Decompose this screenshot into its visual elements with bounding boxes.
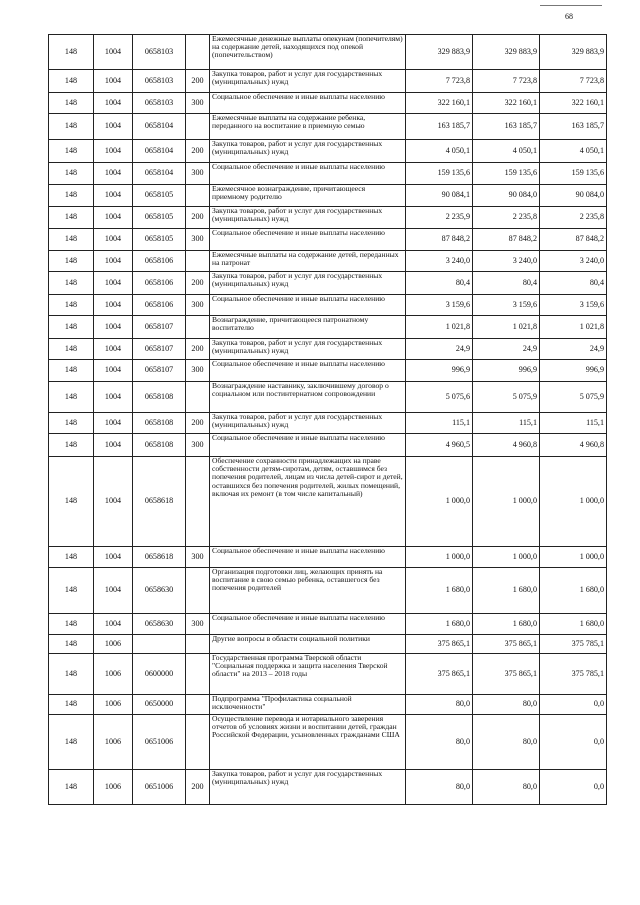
cell-name: Обеспечение сохранности принадлежащих на праве собственности детям-сиротам, детям, оставшимся без попечения родителей, лицам из числа детей-сирот и детей, оставшихся без попечения родителей, жилых помещений, включая их ремонт (в том числе капитальный) <box>210 457 406 547</box>
cell-rz: 1006 <box>94 695 133 715</box>
cell-rz: 1004 <box>94 272 133 295</box>
cell-v3: 375 785,1 <box>540 635 607 654</box>
table-row <box>49 654 607 695</box>
cell-ved: 148 <box>49 434 94 457</box>
cell-rz: 1004 <box>94 229 133 251</box>
cell-ved: 148 <box>49 229 94 251</box>
cell-name: Социальное обеспечение и иные выплаты населению <box>210 295 406 316</box>
cell-rz: 1004 <box>94 413 133 434</box>
cell-rz: 1004 <box>94 339 133 360</box>
cell-v2: 80,0 <box>473 715 540 770</box>
cell-v3: 159 135,6 <box>540 163 607 185</box>
table-row <box>49 207 607 229</box>
table-row <box>49 316 607 339</box>
cell-v3: 7 723,8 <box>540 70 607 93</box>
cell-v3: 5 075,9 <box>540 382 607 413</box>
cell-vr: 200 <box>186 770 210 805</box>
cell-name: Закупка товаров, работ и услуг для государственных (муниципальных) нужд <box>210 140 406 163</box>
table-row <box>49 568 607 614</box>
cell-rz: 1004 <box>94 207 133 229</box>
cell-name: Социальное обеспечение и иные выплаты населению <box>210 163 406 185</box>
cell-csr: 0600000 <box>133 654 186 695</box>
cell-v2: 3 159,6 <box>473 295 540 316</box>
cell-ved: 148 <box>49 251 94 272</box>
cell-ved: 148 <box>49 140 94 163</box>
cell-rz: 1004 <box>94 93 133 114</box>
cell-name: Вознаграждение, причитающееся патронатному воспитателю <box>210 316 406 339</box>
table-row <box>49 295 607 316</box>
cell-v2: 80,4 <box>473 272 540 295</box>
cell-v3: 0,0 <box>540 695 607 715</box>
page-number: 68 <box>565 12 573 21</box>
table-row <box>49 360 607 382</box>
cell-ved: 148 <box>49 295 94 316</box>
cell-v1: 80,0 <box>406 715 473 770</box>
cell-v1: 4 960,5 <box>406 434 473 457</box>
cell-rz: 1006 <box>94 715 133 770</box>
cell-vr <box>186 715 210 770</box>
cell-v3: 1 680,0 <box>540 568 607 614</box>
cell-name: Ежемесячные выплаты на содержание ребенка, переданного на воспитание в приемную семью <box>210 114 406 140</box>
cell-v2: 115,1 <box>473 413 540 434</box>
cell-vr <box>186 568 210 614</box>
cell-vr <box>186 251 210 272</box>
cell-v3: 375 785,1 <box>540 654 607 695</box>
cell-ved: 148 <box>49 715 94 770</box>
cell-v1: 80,0 <box>406 695 473 715</box>
cell-v2: 322 160,1 <box>473 93 540 114</box>
cell-rz: 1004 <box>94 457 133 547</box>
cell-rz: 1004 <box>94 114 133 140</box>
cell-v3: 322 160,1 <box>540 93 607 114</box>
cell-v3: 0,0 <box>540 715 607 770</box>
cell-csr: 0658618 <box>133 457 186 547</box>
cell-name: Ежемесячное вознаграждение, причитающееся приемному родителю <box>210 185 406 207</box>
cell-v3: 163 185,7 <box>540 114 607 140</box>
cell-ved: 148 <box>49 339 94 360</box>
cell-vr: 200 <box>186 339 210 360</box>
cell-ved: 148 <box>49 695 94 715</box>
cell-v2: 2 235,8 <box>473 207 540 229</box>
table-row <box>49 140 607 163</box>
cell-rz: 1004 <box>94 434 133 457</box>
cell-csr: 0658103 <box>133 70 186 93</box>
cell-v3: 0,0 <box>540 770 607 805</box>
cell-name: Закупка товаров, работ и услуг для государственных (муниципальных) нужд <box>210 770 406 805</box>
cell-v1: 1 021,8 <box>406 316 473 339</box>
cell-csr: 0658103 <box>133 35 186 70</box>
cell-rz: 1004 <box>94 70 133 93</box>
cell-v1: 375 865,1 <box>406 654 473 695</box>
cell-vr: 300 <box>186 163 210 185</box>
cell-v2: 80,0 <box>473 695 540 715</box>
cell-vr: 300 <box>186 295 210 316</box>
cell-vr <box>186 695 210 715</box>
cell-v2: 375 865,1 <box>473 654 540 695</box>
cell-v3: 4 050,1 <box>540 140 607 163</box>
cell-ved: 148 <box>49 272 94 295</box>
cell-rz: 1006 <box>94 654 133 695</box>
cell-csr: 0658106 <box>133 295 186 316</box>
cell-rz: 1006 <box>94 770 133 805</box>
cell-vr <box>186 635 210 654</box>
cell-csr: 0658103 <box>133 93 186 114</box>
cell-v1: 1 680,0 <box>406 568 473 614</box>
cell-v1: 87 848,2 <box>406 229 473 251</box>
cell-csr: 0658105 <box>133 185 186 207</box>
cell-v2: 1 021,8 <box>473 316 540 339</box>
cell-vr: 300 <box>186 614 210 635</box>
cell-name: Ежемесячные выплаты на содержание детей, переданных на патронат <box>210 251 406 272</box>
cell-csr: 0658104 <box>133 114 186 140</box>
cell-v3: 1 021,8 <box>540 316 607 339</box>
cell-v2: 80,0 <box>473 770 540 805</box>
cell-v2: 90 084,0 <box>473 185 540 207</box>
cell-csr: 0658108 <box>133 413 186 434</box>
cell-ved: 148 <box>49 93 94 114</box>
table-row <box>49 251 607 272</box>
cell-v2: 7 723,8 <box>473 70 540 93</box>
cell-name: Закупка товаров, работ и услуг для государственных (муниципальных) нужд <box>210 70 406 93</box>
cell-rz: 1004 <box>94 568 133 614</box>
cell-rz: 1004 <box>94 35 133 70</box>
cell-v1: 375 865,1 <box>406 635 473 654</box>
cell-ved: 148 <box>49 635 94 654</box>
cell-v2: 1 000,0 <box>473 547 540 568</box>
cell-v2: 329 883,9 <box>473 35 540 70</box>
cell-csr: 0658107 <box>133 316 186 339</box>
cell-v2: 3 240,0 <box>473 251 540 272</box>
cell-v1: 159 135,6 <box>406 163 473 185</box>
cell-vr: 200 <box>186 207 210 229</box>
table-row <box>49 229 607 251</box>
cell-ved: 148 <box>49 185 94 207</box>
cell-csr: 0658618 <box>133 547 186 568</box>
cell-vr <box>186 316 210 339</box>
cell-name: Организация подготовки лиц, желающих принять на воспитание в свою семью ребенка, оставшегося без попечения родителей <box>210 568 406 614</box>
cell-csr: 0658107 <box>133 360 186 382</box>
budget-table <box>48 34 607 805</box>
cell-v2: 4 960,8 <box>473 434 540 457</box>
cell-v1: 7 723,8 <box>406 70 473 93</box>
cell-vr: 300 <box>186 229 210 251</box>
cell-csr: 0658108 <box>133 382 186 413</box>
cell-name: Ежемесячные денежные выплаты опекунам (попечителям) на содержание детей, находящихся под опекой (попечительством) <box>210 35 406 70</box>
top-rule <box>540 5 602 6</box>
cell-vr: 300 <box>186 547 210 568</box>
cell-v1: 24,9 <box>406 339 473 360</box>
cell-vr <box>186 457 210 547</box>
cell-v3: 2 235,8 <box>540 207 607 229</box>
cell-name: Социальное обеспечение и иные выплаты населению <box>210 434 406 457</box>
cell-ved: 148 <box>49 614 94 635</box>
cell-csr: 0650000 <box>133 695 186 715</box>
cell-v3: 1 680,0 <box>540 614 607 635</box>
cell-vr <box>186 654 210 695</box>
cell-v2: 1 680,0 <box>473 614 540 635</box>
cell-v1: 3 159,6 <box>406 295 473 316</box>
cell-name: Закупка товаров, работ и услуг для государственных (муниципальных) нужд <box>210 207 406 229</box>
table-row <box>49 185 607 207</box>
cell-v2: 87 848,2 <box>473 229 540 251</box>
cell-ved: 148 <box>49 114 94 140</box>
cell-v2: 375 865,1 <box>473 635 540 654</box>
cell-v1: 1 000,0 <box>406 547 473 568</box>
cell-v1: 5 075,6 <box>406 382 473 413</box>
cell-ved: 148 <box>49 654 94 695</box>
cell-vr: 200 <box>186 70 210 93</box>
cell-v1: 996,9 <box>406 360 473 382</box>
cell-vr <box>186 114 210 140</box>
cell-csr: 0658108 <box>133 434 186 457</box>
table-row <box>49 695 607 715</box>
cell-name: Государственная программа Тверской области "Социальная поддержка и защита населения Тверской области" на 2013 – 2018 годы <box>210 654 406 695</box>
table-row <box>49 457 607 547</box>
cell-v1: 115,1 <box>406 413 473 434</box>
cell-name: Социальное обеспечение и иные выплаты населению <box>210 614 406 635</box>
cell-ved: 148 <box>49 457 94 547</box>
cell-ved: 148 <box>49 568 94 614</box>
cell-csr: 0658107 <box>133 339 186 360</box>
cell-vr: 200 <box>186 140 210 163</box>
cell-ved: 148 <box>49 316 94 339</box>
cell-v3: 4 960,8 <box>540 434 607 457</box>
table-row <box>49 614 607 635</box>
cell-v2: 159 135,6 <box>473 163 540 185</box>
table-row <box>49 413 607 434</box>
table-body <box>49 35 607 805</box>
cell-vr: 300 <box>186 93 210 114</box>
cell-name: Закупка товаров, работ и услуг для государственных (муниципальных) нужд <box>210 272 406 295</box>
cell-v2: 1 680,0 <box>473 568 540 614</box>
cell-name: Другие вопросы в области социальной политики <box>210 635 406 654</box>
cell-v1: 329 883,9 <box>406 35 473 70</box>
cell-csr <box>133 635 186 654</box>
cell-csr: 0651006 <box>133 770 186 805</box>
cell-v3: 329 883,9 <box>540 35 607 70</box>
table-row <box>49 770 607 805</box>
cell-csr: 0658106 <box>133 272 186 295</box>
cell-ved: 148 <box>49 35 94 70</box>
cell-vr: 300 <box>186 434 210 457</box>
cell-v3: 1 000,0 <box>540 457 607 547</box>
cell-v2: 5 075,9 <box>473 382 540 413</box>
cell-vr <box>186 35 210 70</box>
table-row <box>49 163 607 185</box>
cell-name: Вознаграждение наставнику, заключившему договор о социальном или постинтернатном сопровождении <box>210 382 406 413</box>
cell-v3: 24,9 <box>540 339 607 360</box>
cell-rz: 1004 <box>94 140 133 163</box>
cell-v1: 322 160,1 <box>406 93 473 114</box>
cell-v1: 90 084,1 <box>406 185 473 207</box>
table-row <box>49 635 607 654</box>
cell-v3: 996,9 <box>540 360 607 382</box>
cell-v3: 80,4 <box>540 272 607 295</box>
cell-csr: 0658105 <box>133 207 186 229</box>
table-row <box>49 114 607 140</box>
cell-name: Социальное обеспечение и иные выплаты населению <box>210 360 406 382</box>
cell-v3: 1 000,0 <box>540 547 607 568</box>
cell-v3: 115,1 <box>540 413 607 434</box>
cell-name: Социальное обеспечение и иные выплаты населению <box>210 229 406 251</box>
cell-rz: 1004 <box>94 316 133 339</box>
cell-ved: 148 <box>49 770 94 805</box>
table-row <box>49 715 607 770</box>
cell-vr <box>186 185 210 207</box>
cell-rz: 1004 <box>94 547 133 568</box>
cell-v1: 3 240,0 <box>406 251 473 272</box>
cell-name: Закупка товаров, работ и услуг для государственных (муниципальных) нужд <box>210 339 406 360</box>
cell-name: Осуществление перевода и нотариального заверения отчетов об условиях жизни и воспитании детей, граждан Российской Федерации, усыновленных гражданами США <box>210 715 406 770</box>
cell-ved: 148 <box>49 207 94 229</box>
cell-ved: 148 <box>49 163 94 185</box>
table-row <box>49 272 607 295</box>
table-row <box>49 547 607 568</box>
cell-rz: 1004 <box>94 251 133 272</box>
cell-rz: 1004 <box>94 163 133 185</box>
cell-csr: 0658105 <box>133 229 186 251</box>
cell-v2: 4 050,1 <box>473 140 540 163</box>
cell-name: Социальное обеспечение и иные выплаты населению <box>210 547 406 568</box>
cell-rz: 1006 <box>94 635 133 654</box>
cell-rz: 1004 <box>94 295 133 316</box>
cell-rz: 1004 <box>94 360 133 382</box>
cell-vr: 200 <box>186 413 210 434</box>
table-row <box>49 339 607 360</box>
cell-v2: 996,9 <box>473 360 540 382</box>
cell-ved: 148 <box>49 547 94 568</box>
table-row <box>49 434 607 457</box>
cell-v3: 87 848,2 <box>540 229 607 251</box>
cell-vr: 200 <box>186 272 210 295</box>
table-row <box>49 382 607 413</box>
cell-v3: 3 240,0 <box>540 251 607 272</box>
table-row <box>49 93 607 114</box>
cell-csr: 0658104 <box>133 163 186 185</box>
cell-v2: 1 000,0 <box>473 457 540 547</box>
cell-v3: 90 084,0 <box>540 185 607 207</box>
table-row <box>49 35 607 70</box>
cell-v1: 80,4 <box>406 272 473 295</box>
cell-ved: 148 <box>49 360 94 382</box>
cell-vr: 300 <box>186 360 210 382</box>
cell-csr: 0658630 <box>133 568 186 614</box>
cell-v2: 24,9 <box>473 339 540 360</box>
cell-csr: 0658106 <box>133 251 186 272</box>
cell-v1: 1 680,0 <box>406 614 473 635</box>
cell-v1: 163 185,7 <box>406 114 473 140</box>
cell-name: Социальное обеспечение и иные выплаты населению <box>210 93 406 114</box>
cell-ved: 148 <box>49 382 94 413</box>
cell-rz: 1004 <box>94 185 133 207</box>
cell-csr: 0651006 <box>133 715 186 770</box>
cell-v3: 3 159,6 <box>540 295 607 316</box>
cell-v1: 80,0 <box>406 770 473 805</box>
cell-vr <box>186 382 210 413</box>
cell-rz: 1004 <box>94 614 133 635</box>
cell-ved: 148 <box>49 70 94 93</box>
cell-v1: 1 000,0 <box>406 457 473 547</box>
cell-csr: 0658104 <box>133 140 186 163</box>
cell-name: Закупка товаров, работ и услуг для государственных (муниципальных) нужд <box>210 413 406 434</box>
cell-v1: 2 235,9 <box>406 207 473 229</box>
cell-ved: 148 <box>49 413 94 434</box>
cell-csr: 0658630 <box>133 614 186 635</box>
cell-v2: 163 185,7 <box>473 114 540 140</box>
cell-name: Подпрограмма "Профилактика социальной исключенности" <box>210 695 406 715</box>
cell-v1: 4 050,1 <box>406 140 473 163</box>
table-row <box>49 70 607 93</box>
cell-rz: 1004 <box>94 382 133 413</box>
